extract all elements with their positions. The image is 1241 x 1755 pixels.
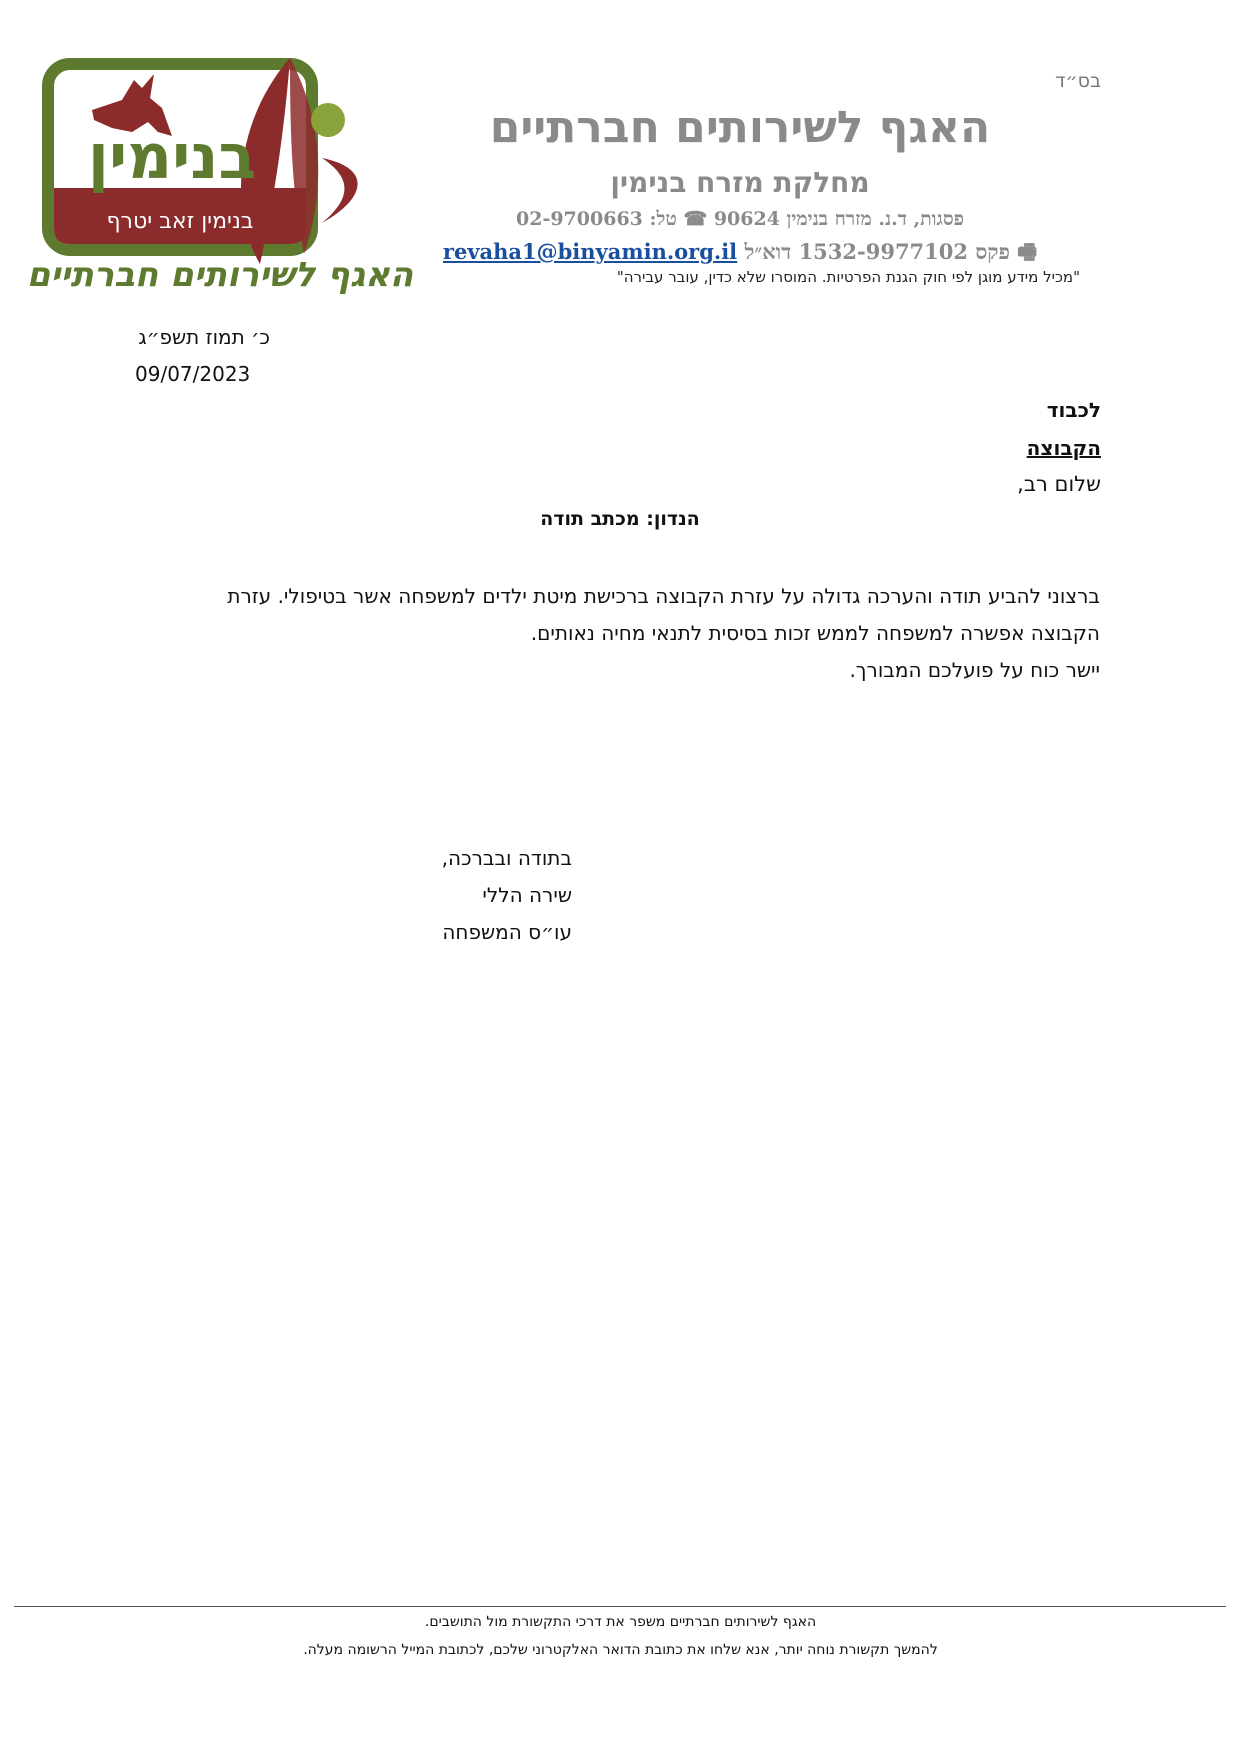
logo-swoosh [322,158,358,223]
bsd-mark: בס״ד [1055,70,1101,92]
body-line: הקבוצה אפשרה למשפחה לממש זכות בסיסית לתנאי מחיה נאותים. [530,621,1100,645]
hebrew-date: כ׳ תמוז תשפ״ג [138,325,270,349]
body-line: יישר כוח על פועלכם המבורך. [849,658,1100,682]
body-line: ברצוני להביע תודה והערכה גדולה על עזרת הקבוצה ברכישת מיטת ילדים למשפחה אשר בטיפולי. עזרת [227,584,1100,608]
signer-name: שירה הללי [482,883,572,907]
logo-name: בנימין [87,120,257,193]
closing: בתודה ובברכה, [441,846,572,870]
address: פסגות, ד.נ. מזרח בנימין 90624 [713,208,964,230]
greeting: שלום רב, [1017,472,1101,496]
footer-line2: להמשך תקשורת נוחה יותר, אנא שלחו את כתובת הדואר האלקטרוני שלכם, לכתובת המייל הרשומה מעלה. [303,1642,938,1658]
recipient-line1: לכבוד [1046,398,1101,422]
org-title: האגף לשירותים חברתיים [489,102,991,153]
logo-subtitle: בנימין זאב יטרף [106,209,254,234]
recipient-line2: הקבוצה [1026,436,1101,460]
signature-block [300,840,572,951]
email-label: דוא״ל [744,239,792,264]
tel-number: 02-9700663 [516,208,643,230]
footer-divider [14,1606,1226,1607]
tel-label: טל: [649,208,677,230]
logo-dot [311,103,345,137]
fax-icon: 🖷 [1017,239,1038,264]
address-line [440,208,1040,231]
department-name: מחלקת מזרח בנימין [610,166,870,199]
footer-line1: האגף לשירותים חברתיים משפר את דרכי התקשורת מול התושבים. [424,1614,817,1630]
binyamin-logo [22,28,422,328]
fax-number: 1532-9977102 [798,239,969,264]
signer-title: עו״ס המשפחה [442,920,572,944]
phone-icon: ☎ [683,208,708,230]
logo-tagline: האגף לשירותים חברתיים [26,255,414,295]
letter-body [160,578,1100,689]
fax-label: פקס [975,239,1010,264]
gregorian-date: 09/07/2023 [135,362,251,386]
subject-line: הנדון: מכתב תודה [540,508,700,530]
email-link[interactable]: revaha1@binyamin.org.il [442,239,738,264]
privacy-notice: "מכיל מידע מוגן לפי חוק הגנת הפרטיות. המוסרו שלא כדין, עובר עבירה" [616,268,1080,286]
